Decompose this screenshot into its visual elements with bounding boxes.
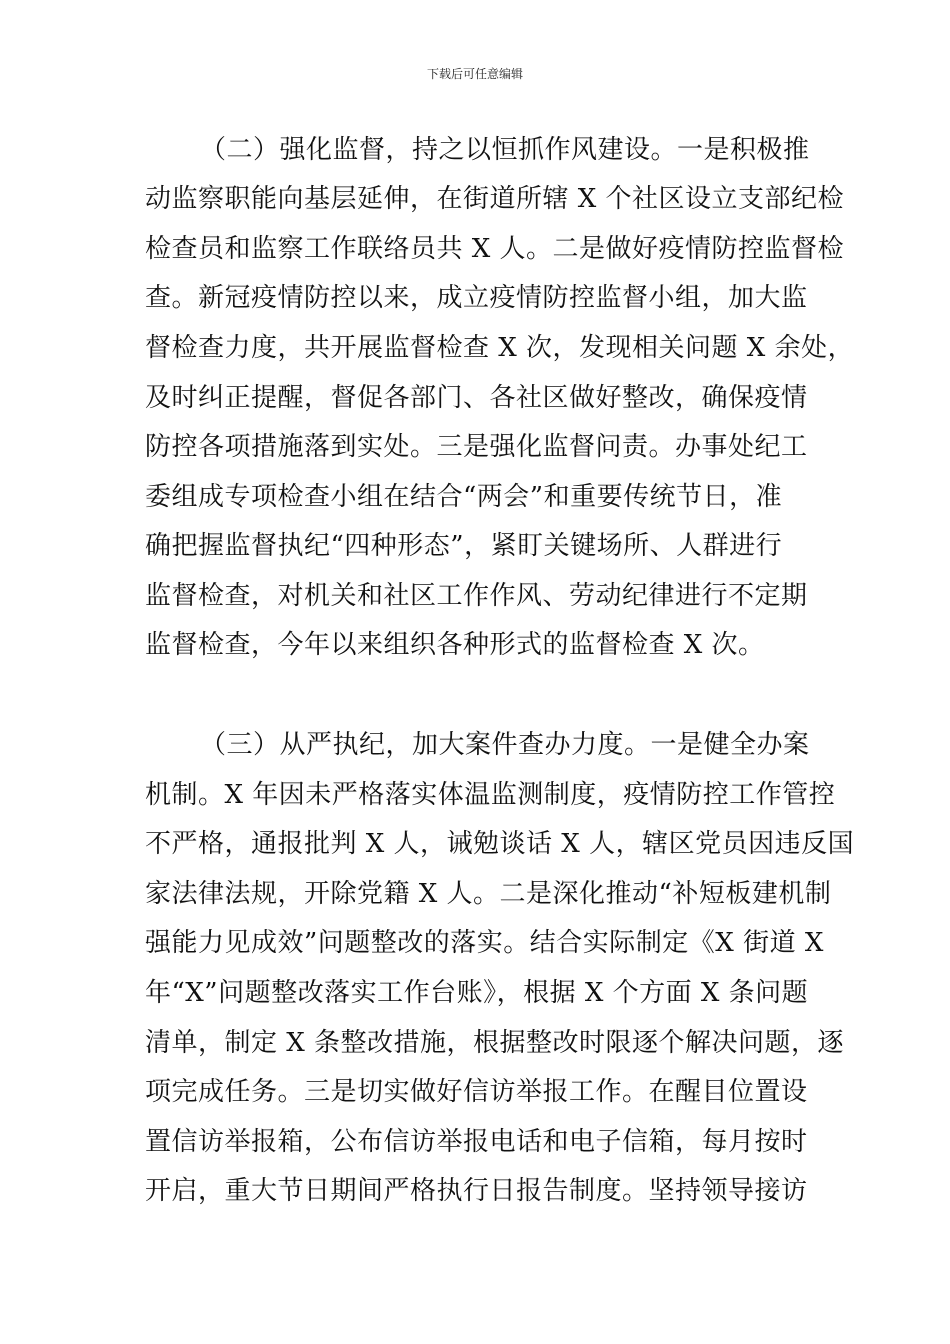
text-line: 确把握监督执纪“四种形态”，紧盯关键场所、人群进行	[145, 531, 783, 561]
text-line: 家法律法规，开除党籍 X 人。二是深化推动“补短板建机制	[145, 879, 832, 909]
text-line: 防控各项措施落到实处。三是强化监督问责。办事处纪工	[145, 432, 808, 462]
text-line: 项完成任务。三是切实做好信访举报工作。在醒目位置设	[145, 1077, 808, 1107]
text-line: 监督检查，今年以来组织各种形式的监督检查 X 次。	[145, 630, 765, 660]
page-header-note: 下载后可任意编辑	[426, 67, 523, 81]
text-line: 委组成专项检查小组在结合“两会”和重要传统节日，准	[145, 482, 783, 512]
text-line: 及时纠正提醒，督促各部门、各社区做好整改，确保疫情	[145, 383, 808, 413]
text-line: 年“X”问题整改落实工作台账》，根据 X 个方面 X 条问题	[145, 978, 809, 1008]
text-line: （二）强化监督，持之以恒抓作风建设。一是积极推	[200, 135, 810, 165]
text-line: 开启，重大节日期间严格执行日报告制度。坚持领导接访	[145, 1176, 808, 1206]
text-line: （三）从严执纪，加大案件查办力度。一是健全办案	[200, 730, 810, 760]
text-line: 监督检查，对机关和社区工作作风、劳动纪律进行不定期	[145, 581, 808, 611]
text-line: 清单，制定 X 条整改措施，根据整改时限逐个解决问题，逐	[145, 1028, 845, 1058]
text-line: 不严格，通报批判 X 人，诫勉谈话 X 人，辖区党员因违反国	[145, 829, 855, 859]
text-line: 强能力见成效”问题整改的落实。结合实际制定《X 街道 X	[145, 928, 824, 958]
text-line: 检查员和监察工作联络员共 X 人。二是做好疫情防控监督检	[145, 234, 845, 264]
text-line: 督检查力度，共开展监督检查 X 次，发现相关问题 X 余处，	[145, 333, 855, 363]
text-line: 动监察职能向基层延伸，在街道所辖 X 个社区设立支部纪检	[145, 184, 845, 214]
text-line: 置信访举报箱，公布信访举报电话和电子信箱，每月按时	[145, 1127, 808, 1157]
text-line: 查。新冠疫情防控以来，成立疫情防控监督小组，加大监	[145, 283, 808, 313]
text-line: 机制。X 年因未严格落实体温监测制度，疫情防控工作管控	[145, 780, 836, 810]
